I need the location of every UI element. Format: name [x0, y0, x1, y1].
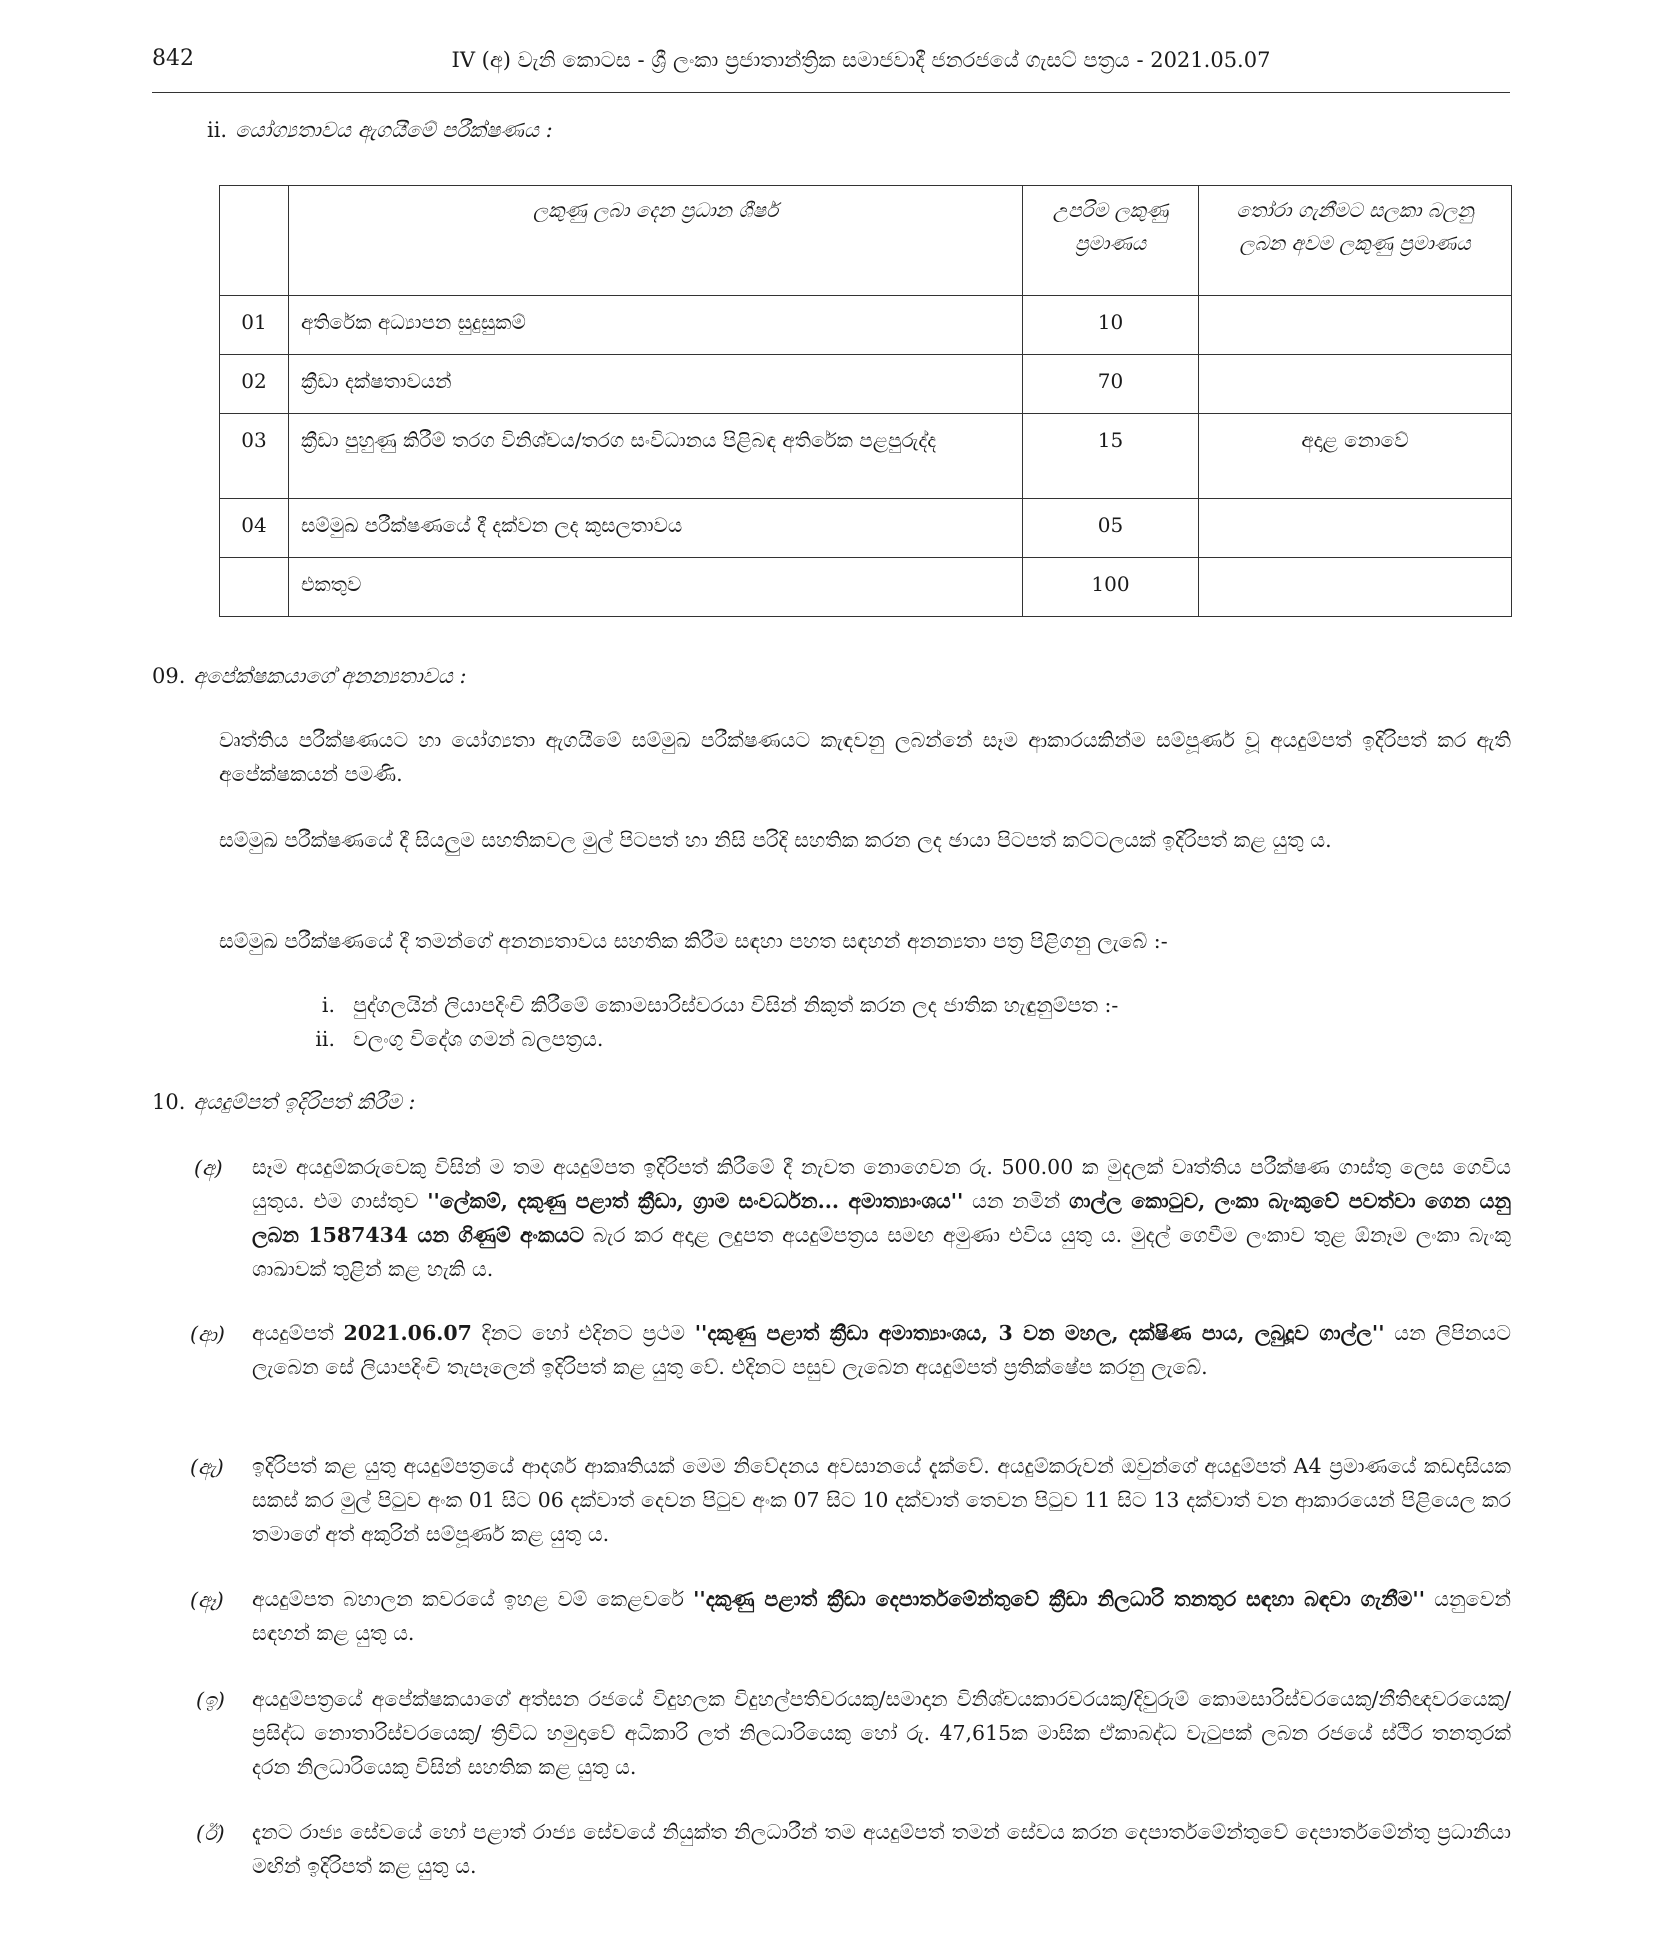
text-run-bold: 2021.06.07 — [343, 1321, 472, 1345]
table-row — [220, 414, 1512, 499]
paragraph: වෘත්තිය පරීක්ෂණයට හා යෝග්‍යතා ඇගයීමේ සම්මුඛ පරීක්ෂණයට කැඳවනු ලබන්නේ සෑම ආකාරයකින්ම සම්පූර්ණ වූ අයදුම්පත් ඉදිරිපත් කර ඇති අපේක්ෂකයන් පමණි. — [219, 728, 1511, 786]
item-label: (ආ) — [190, 1322, 225, 1346]
row-number: 03 — [220, 414, 289, 499]
row-min-marks: අදාළ නොවේ — [1199, 414, 1512, 499]
row-title: ක්‍රීඩා පුහුණු කිරීම් තරග විනිශ්චය/තරග සංවිධානය පිළිබඳ අතිරේක පළපුරුද්ද — [289, 414, 1023, 499]
row-title: සම්මුඛ පරීක්ෂණයේ දී දක්වන ලද කුසලතාවය — [289, 499, 1023, 558]
row-number: 04 — [220, 499, 289, 558]
list-item — [295, 1022, 1505, 1056]
text-run-bold: ''දකුණු පළාත් ක්‍රීඩා දෙපාර්තමේන්තුවේ ක්‍රීඩා නිලධාරි තනතුර සඳහා බඳවා ගැනීම'' — [693, 1587, 1425, 1611]
row-min-marks — [1199, 558, 1512, 617]
gazette-title: IV (අ) වැනි කොටස - ශ්‍රී ලංකා ප්‍රජාතාන්ත්‍රික සමාජවාදී ජනරජයේ ගැසට් පත්‍රය - 2021.05.07 — [451, 48, 1271, 72]
list-text: පුද්ගලයින් ලියාපදිංචි කිරීමේ කොමසාරිස්වරයා විසින් නිකුත් කරන ලද ජාතික හැඳුනුම්පත :- — [353, 993, 1119, 1017]
table-header-row — [220, 186, 1512, 296]
text-run: යන නමින් — [963, 1189, 1070, 1213]
list-marker: ii. — [315, 1027, 335, 1051]
section-number: ii. — [207, 118, 228, 142]
table-row — [220, 355, 1512, 414]
text-run: බැර කර අදාළ ලදුපත අයදුම්පත්‍රය සමඟ අමුණා එවිය යුතු ය. මුදල් ගෙවීම ලංකාව තුළ ඕනෑම ලංකා බැංකු ශාඛාවක් තුළින් කළ හැකි ය. — [252, 1223, 1511, 1281]
list-marker: i. — [321, 993, 335, 1017]
text-run: අයදුම්පත බහාලන කවරයේ ඉහළ වම් කෙළවරේ — [252, 1587, 694, 1611]
column-header: උපරිම ලකුණු ප්‍රමාණය — [1023, 186, 1199, 296]
section-title: අයදුම්පත් ඉදිරිපත් කිරීම : — [193, 1090, 416, 1114]
item-label: (ඈ) — [190, 1588, 224, 1612]
section-title: අපේක්ෂකයාගේ අනන්‍යතාවය : — [193, 664, 467, 688]
row-max-marks: 15 — [1023, 414, 1199, 499]
page-header — [152, 46, 1510, 86]
page-number: 842 — [152, 46, 194, 71]
row-max-marks: 70 — [1023, 355, 1199, 414]
row-number: 01 — [220, 296, 289, 355]
row-title: ක්‍රීඩා දක්ෂතාවයන් — [289, 355, 1023, 414]
row-number: 02 — [220, 355, 289, 414]
row-title: අතිරේක අධ්‍යාපන සුදුසුකම් — [289, 296, 1023, 355]
item-label: (ඇ) — [190, 1455, 224, 1479]
paragraph: අයදුම්පත්‍රයේ අපේක්ෂකයාගේ අත්සන රජයේ විදුහලක විදුහල්පතිවරයකු/සමාදාන විනිශ්චයකාරවරයකු/දිවුරුම් කොමසාරිස්වරයෙකු/නීතිඥවරයෙකු/ප්‍රසිද්ධ නොතාරිස්වරයෙකු/ ත්‍රිවිධ හමුදාවේ අධිකාරි ලත් නිලධාරියෙකු හෝ රු. 47,615ක මාසික ඒකාබද්ධ වැටුපක් ලබන රජයේ ස්ථිර තනතුරක් දරන නිලධාරියෙකු විසින් සහතික කළ යුතු ය. — [252, 1687, 1511, 1779]
text-run: යන ලිපිනයට ලැබෙන සේ ලියාපදිංචි තැපෑලෙන් ඉදිරිපත් කළ යුතු වේ. එදිනට පසුව ලැබෙන අයදුම්පත් ප්‍රතික්ෂේප කරනු ලැබේ. — [252, 1321, 1511, 1379]
paragraph: සම්මුඛ පරීක්ෂණයේ දී සියලුම සහතිකවල මුල් පිටපත් හා නිසි පරිදි සහතික කරන ලද ඡායා පිටපත් කට්ටලයක් ඉදිරිපත් කළ යුතු ය. — [219, 828, 1332, 852]
section-09-heading — [152, 664, 467, 689]
table-row — [220, 499, 1512, 558]
paragraph — [252, 1150, 1511, 1286]
list-item — [295, 988, 1505, 1022]
item-label: (අ) — [194, 1156, 223, 1180]
paragraph: සම්මුඛ පරීක්ෂණයේ දී තමන්ගේ අනන්‍යතාවය සහතික කිරීම සඳහා පහත සඳහන් අනන්‍යතා පත්‍ර පිළිගනු ලැබේ :- — [219, 929, 1168, 953]
list-text: වලංගු විදේශ ගමන් බලපත්‍රය. — [353, 1027, 604, 1051]
item-label: (ඊ) — [196, 1821, 225, 1845]
text-run: දිනට හෝ එදිනට ප්‍රථම — [471, 1321, 695, 1345]
text-run: අයදුම්පත් — [252, 1321, 344, 1345]
row-max-marks: 100 — [1023, 558, 1199, 617]
table-total-row — [220, 558, 1512, 617]
section-ii-heading — [207, 118, 553, 143]
header-rule — [152, 92, 1510, 93]
text-run: යනුවෙන් සඳහන් කළ යුතු ය. — [252, 1587, 1511, 1645]
row-min-marks — [1199, 296, 1512, 355]
text-run-bold: ගාල්ල කොටුව, ලංකා බැංකුවේ පවත්වා ගෙන යනු ලබන 1587434 යන ගිණුම් අංකයට — [252, 1189, 1511, 1247]
text-run-bold: ''ලේකම්, දකුණු පළාත් ක්‍රීඩා, ග්‍රාම සංවර්ධන... අමාත්‍යාංශය'' — [427, 1189, 964, 1213]
row-min-marks — [1199, 499, 1512, 558]
row-max-marks: 05 — [1023, 499, 1199, 558]
row-min-marks — [1199, 355, 1512, 414]
text-run: සෑම අයදුම්කරුවෙකු විසින් ම තම අයදුම්පත ඉදිරිපත් කිරීමේ දී නැවත නොගෙවන රු. 500.00 ක මුදලක් වෘත්තිය පරීක්ෂණ ගාස්තු ලෙස ගෙවිය යුතුය. එම ගාස්තුව — [252, 1155, 1511, 1213]
row-max-marks: 10 — [1023, 296, 1199, 355]
paragraph — [252, 1582, 1511, 1650]
text-run-bold: ''දකුණු පළාත් ක්‍රීඩා අමාත්‍යාංශය, 3 වන මහල, දක්ෂිණ පාය, ලබුදූව ගාල්ල'' — [694, 1321, 1385, 1345]
row-title: එකතුව — [289, 558, 1023, 617]
column-header: තෝරා ගැනීමට සලකා බලනු ලබන අවම ලකුණු ප්‍රමාණය — [1199, 186, 1512, 296]
column-header — [220, 186, 289, 296]
row-number — [220, 558, 289, 617]
item-label: (ඉ) — [196, 1688, 225, 1712]
table-row — [220, 296, 1512, 355]
marks-table — [219, 185, 1512, 617]
column-header: ලකුණු ලබා දෙන ප්‍රධාන ශීර්ෂ — [289, 186, 1023, 296]
paragraph: ඉදිරිපත් කළ යුතු අයදුම්පත්‍රයේ ආදර්ශ ආකෘතියක් මෙම නිවේදනය අවසානයේ දැක්වේ. අයදුම්කරුවන් ඔවුන්ගේ අයදුම්පත් A4 ප්‍රමාණයේ කඩදාසියක සකස් කර මුල් පිටුව අංක 01 සිට 06 දක්වාත් දෙවන පිටුව අංක 07 සිට 10 දක්වාත් තෙවන පිටුව 11 සිට 13 දක්වාත් වන ආකාරයෙන් පිළියෙල කර තමාගේ අත් අකුරින් සම්පූර්ණ කළ යුතු ය. — [252, 1454, 1511, 1546]
paragraph: දැනට රාජ්‍ය සේවයේ හෝ පළාත් රාජ්‍ය සේවයේ නියුක්ත නිලධාරීන් තම අයදුම්පත් තමන් සේවය කරන දෙපාර්තමේන්තුවේ දෙපාර්තමේන්තු ප්‍රධානියා මඟින් ඉදිරිපත් කළ යුතු ය. — [252, 1820, 1511, 1878]
section-10-heading — [152, 1090, 416, 1115]
section-number: 09. — [152, 664, 186, 688]
paragraph — [252, 1316, 1511, 1384]
section-number: 10. — [152, 1090, 186, 1114]
section-title: යෝග්‍යතාවය ඇගයීමේ පරීක්ෂණය : — [235, 118, 553, 142]
